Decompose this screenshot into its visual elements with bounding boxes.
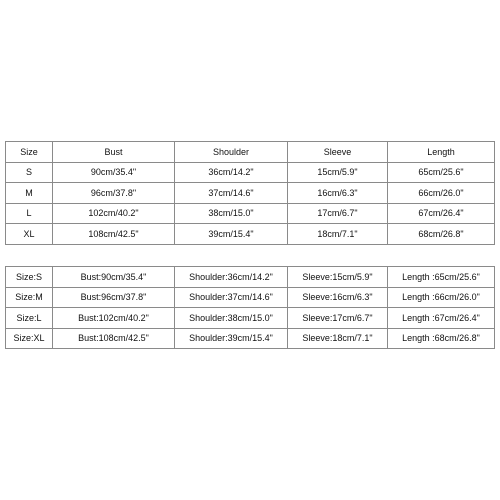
header-shoulder: Shoulder (175, 141, 288, 163)
cell-sleeve: 16cm/6.3" (288, 183, 388, 204)
cell-size: M (5, 183, 53, 204)
cell-length: 68cm/26.8" (388, 224, 495, 245)
cell-sleeve: Sleeve:18cm/7.1" (288, 329, 388, 350)
cell-shoulder: Shoulder:39cm/15.4" (175, 329, 288, 350)
cell-sleeve: 17cm/6.7" (288, 204, 388, 225)
cell-bust: 90cm/35.4" (53, 163, 175, 184)
cell-shoulder: Shoulder:36cm/14.2" (175, 266, 288, 288)
size-table-inline-style (5, 266, 495, 349)
cell-size: Size:M (5, 288, 53, 309)
header-size: Size (5, 141, 53, 163)
table-row (5, 329, 495, 350)
cell-sleeve: 15cm/5.9" (288, 163, 388, 184)
header-length: Length (388, 141, 495, 163)
cell-size: Size:S (5, 266, 53, 288)
cell-shoulder: 36cm/14.2" (175, 163, 288, 184)
table-header-row (5, 141, 495, 163)
cell-size: XL (5, 224, 53, 245)
cell-size: S (5, 163, 53, 184)
cell-bust: Bust:108cm/42.5" (53, 329, 175, 350)
cell-length: Length :65cm/25.6" (388, 266, 495, 288)
table-row (5, 308, 495, 329)
cell-size: Size:L (5, 308, 53, 329)
cell-sleeve: Sleeve:16cm/6.3" (288, 288, 388, 309)
cell-shoulder: Shoulder:38cm/15.0" (175, 308, 288, 329)
cell-shoulder: 37cm/14.6" (175, 183, 288, 204)
cell-bust: 102cm/40.2" (53, 204, 175, 225)
header-bust: Bust (53, 141, 175, 163)
cell-length: 65cm/25.6" (388, 163, 495, 184)
cell-length: Length :67cm/26.4" (388, 308, 495, 329)
cell-sleeve: 18cm/7.1" (288, 224, 388, 245)
table-row (5, 288, 495, 309)
cell-bust: 96cm/37.8" (53, 183, 175, 204)
cell-length: Length :66cm/26.0" (388, 288, 495, 309)
cell-sleeve: Sleeve:17cm/6.7" (288, 308, 388, 329)
cell-bust: Bust:102cm/40.2" (53, 308, 175, 329)
table-row (5, 183, 495, 204)
cell-size: L (5, 204, 53, 225)
cell-length: 67cm/26.4" (388, 204, 495, 225)
table-row (5, 163, 495, 184)
cell-sleeve: Sleeve:15cm/5.9" (288, 266, 388, 288)
cell-shoulder: 39cm/15.4" (175, 224, 288, 245)
size-table-header-style (5, 141, 495, 245)
cell-shoulder: 38cm/15.0" (175, 204, 288, 225)
header-sleeve: Sleeve (288, 141, 388, 163)
table-row (5, 224, 495, 245)
cell-length: Length :68cm/26.8" (388, 329, 495, 350)
cell-length: 66cm/26.0" (388, 183, 495, 204)
table-row (5, 266, 495, 288)
cell-size: Size:XL (5, 329, 53, 350)
table-row (5, 204, 495, 225)
cell-bust: Bust:96cm/37.8" (53, 288, 175, 309)
cell-bust: 108cm/42.5" (53, 224, 175, 245)
cell-shoulder: Shoulder:37cm/14.6" (175, 288, 288, 309)
cell-bust: Bust:90cm/35.4" (53, 266, 175, 288)
